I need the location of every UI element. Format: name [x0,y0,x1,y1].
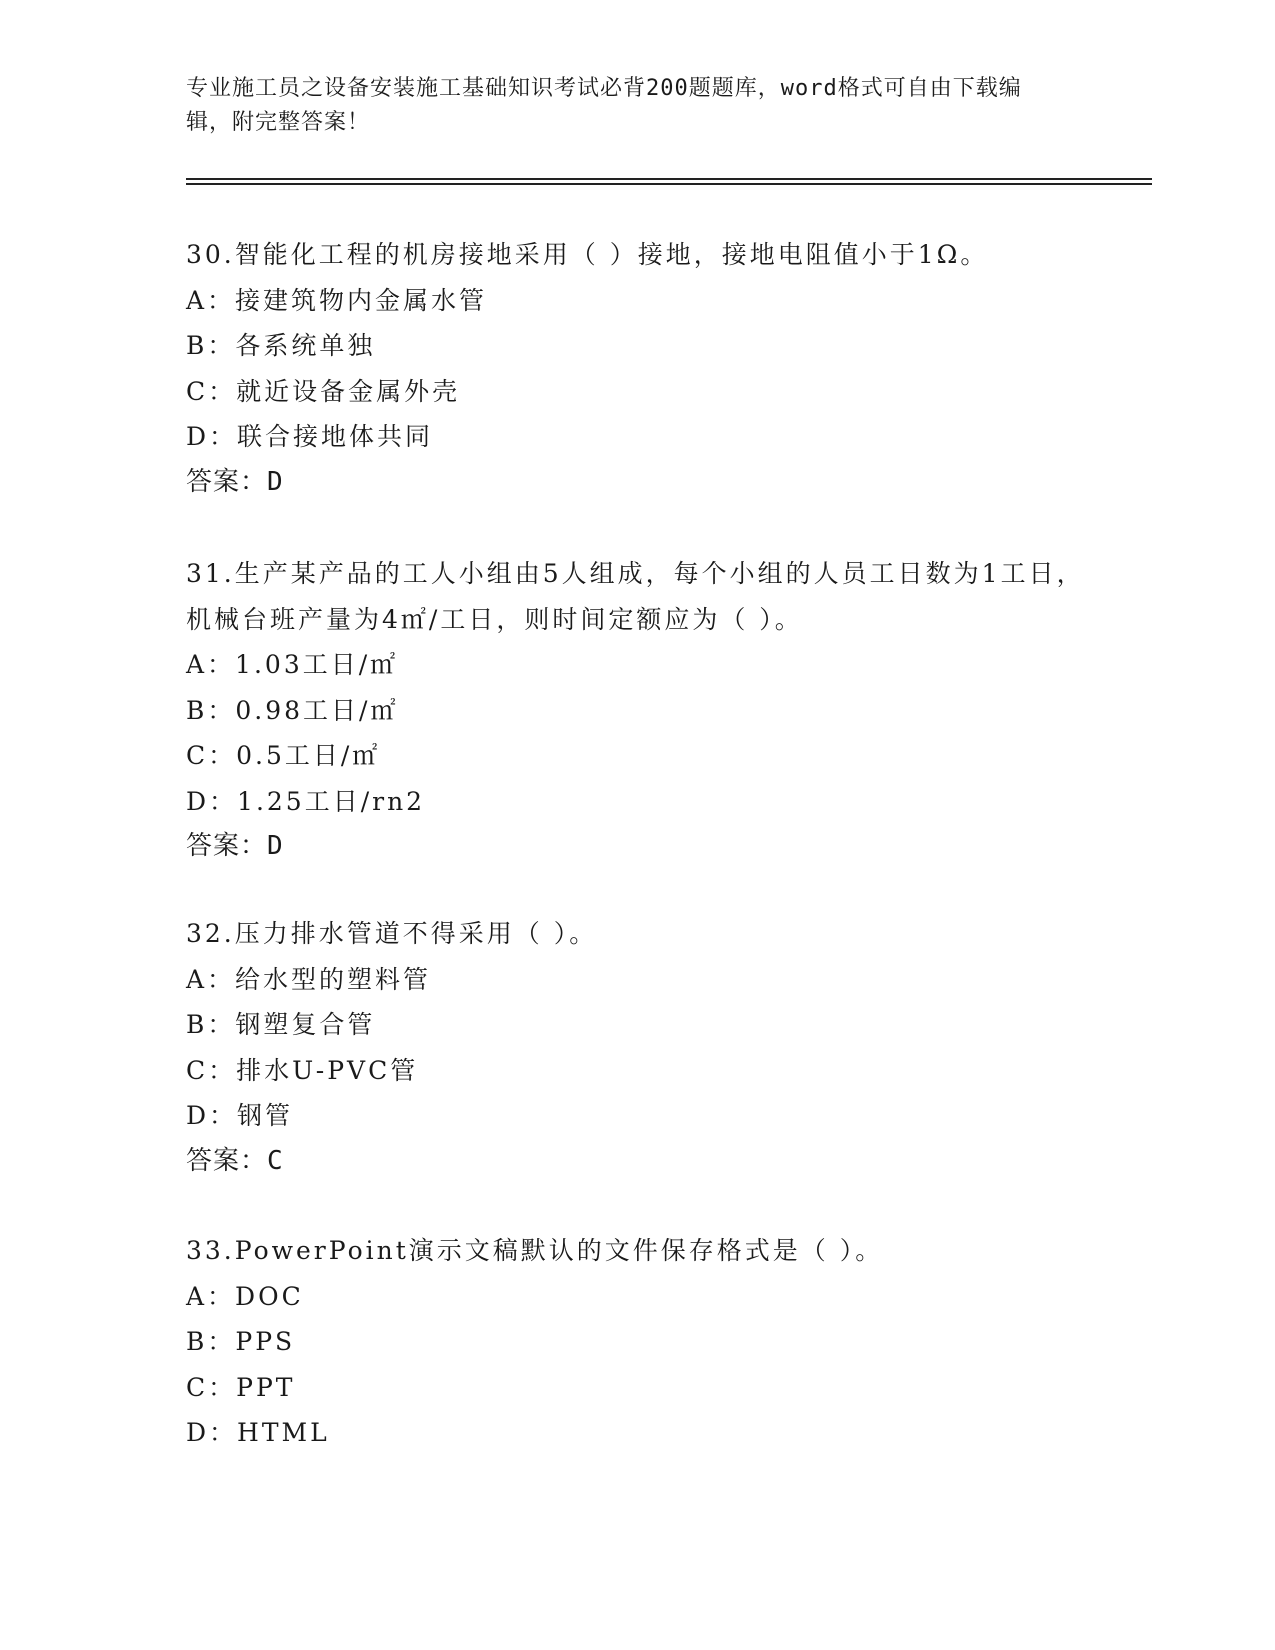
option-c: C：排水U-PVC管 [186,1055,419,1085]
option-a: A：给水型的塑料管 [186,964,432,994]
question-31 [186,551,1086,870]
option-d: D：钢管 [186,1101,294,1130]
header-divider-bottom [186,183,1152,185]
question-stem: 33.PowerPoint演示文稿默认的文件保存格式是（ ）。 [186,1236,884,1265]
answer-label: 答案：D [186,466,284,497]
option-d: D：联合接地体共同 [186,422,434,451]
option-c: C：PPT [186,1372,296,1402]
option-c: C：就近设备金属外壳 [186,376,461,406]
question-33 [186,1228,1086,1456]
question-32 [186,911,1086,1184]
question-stem: 32.压力排水管道不得采用（ ）。 [186,919,598,948]
option-c: C：0.5工日/㎡ [186,741,381,770]
question-30 [186,232,1086,505]
option-d: D：1.25工日/rn2 [186,786,426,816]
option-b: B：钢塑复合管 [186,1010,376,1039]
document-header: 专业施工员之设备安装施工基础知识考试必背200题题库，word格式可自由下载编辑，附完整答案！ [186,76,1022,135]
option-a: A：接建筑物内金属水管 [186,285,488,315]
option-b: B：PPS [186,1327,296,1356]
question-stem: 30.智能化工程的机房接地采用（ ）接地，接地电阻值小于1Ω。 [186,240,989,269]
answer-label: 答案：C [186,1145,284,1176]
answer-label: 答案：D [186,831,284,861]
option-b: B：各系统单独 [186,331,376,360]
question-stem: 31.生产某产品的工人小组由5人组成，每个小组的人员工日数为1工日，机械台班产量为4㎡/工日，则时间定额应为（ ）。 [186,559,1085,634]
option-a: A：1.03工日/㎡ [186,650,399,679]
header-divider-top [186,178,1152,180]
option-d: D：HTML [186,1418,330,1447]
option-a: A：DOC [186,1281,304,1311]
option-b: B：0.98工日/㎡ [186,695,399,725]
